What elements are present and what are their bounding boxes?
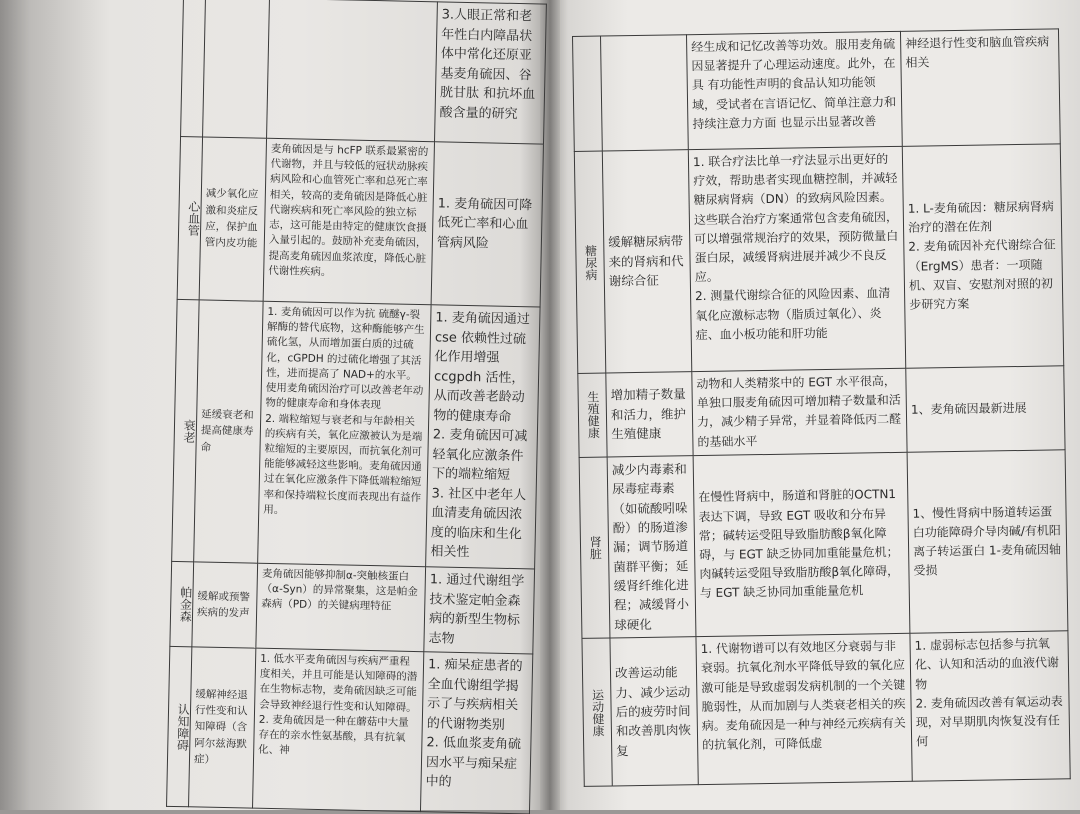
function-cell: 减少氧化应激和炎症反应，保护血管内皮功能 bbox=[199, 137, 266, 301]
mechanism-cell: 动物和人类精浆中的 EGT 水平很高，单独口服麦角硫因可增加精子数量和活力，减少精子异常，并显着降低丙二醛的基础水平 bbox=[692, 368, 907, 455]
system-label: 认知障碍 bbox=[175, 702, 191, 751]
table-row bbox=[574, 144, 1063, 374]
evidence-cell: 3.人眼正常和老年性白内障晶状体中常化还原亚基麦角硫因、谷胱甘肽 和抗坏血酸含量的研究 bbox=[435, 2, 547, 144]
system-cell bbox=[574, 151, 605, 373]
mechanism-cell bbox=[267, 0, 438, 142]
table-row bbox=[170, 561, 535, 654]
system-cell bbox=[578, 373, 607, 457]
system-cell bbox=[579, 457, 610, 639]
table-row bbox=[177, 136, 543, 307]
function-cell: 缓解或预警疾病的发声 bbox=[192, 562, 258, 648]
system-cell bbox=[170, 561, 194, 646]
mechanism-cell: 在慢性肾病中，肠道和肾脏的OCTN1表达下调，导致 EGT 吸收和分布异常；碱转运受阻导致脂肪酸β氧化障碍，与 EGT 缺乏协同加重能量危机；肉碱转运受阻导致脂肪酸β氧化障碍，与 EGT 缺乏协同加重能量危机 bbox=[693, 452, 910, 637]
mechanism-cell: 1. 低水平麦角硫因与疾病严重程度相关，并且可能是认知障碍的潜在生物标志物，麦角硫因缺乏可能会导致神经退行性变和认知障碍。 2. 麦角硫因是一种在蘑菇中大量存在的亲水性氨基酸，具有抗氧化、神 bbox=[253, 648, 424, 811]
function-cell: 延缓衰老和提高健康寿命 bbox=[194, 300, 263, 563]
system-label: 心血管 bbox=[186, 200, 201, 237]
system-cell bbox=[582, 638, 612, 786]
evidence-cell: 1. 麦角硫因通过 cse 依赖性过硫化作用增强 ccgpdh 活性，从而改善老龄动物的健康寿命 2. 麦角硫因可减轻氧化应激条件下的端粒缩短 3. 社区中老年人血清麦角硫因浓度的临床和生化相关性 bbox=[426, 305, 540, 569]
mechanism-cell: 1. 代谢物谱可以有效地区分衰弱与非衰弱。抗氧化剂水平降低导致的氧化应激可能是导致虚弱发病机制的一个关键脆弱性，从而加剧与人类衰老相关的疾病。麦角硫因是一种与神经元疾病有关的抗氧化剂，可降低虚 bbox=[696, 633, 912, 784]
function-cell: 缓解糖尿病带来的肾病和代谢综合征 bbox=[602, 150, 691, 373]
function-cell bbox=[203, 0, 270, 138]
evidence-cell: 1. 麦角硫因可降低死亡率和心血管病风险 bbox=[431, 142, 543, 307]
mechanism-cell: 1. 麦角硫因可以作为抗 硫醚γ-裂解酶的替代底物，这种酶能够产生硫化氢，从而增加蛋白质的过硫化，cGPDH 的过硫化增强了其活性，进而提高了 NAD+的水平。使用麦角硫因治疗可以改善老年动物的健康寿命和身体表现 2. 端粒缩短与衰老和与年龄相关的疾病有关，氧化应激被认为是端粒缩短的主要原因，而抗氧化剂可能能够减轻这些影响。麦角硫因通过在氧化应激条件下降低端粒缩短率和保持端粒长度而表现出有益作用。 bbox=[258, 301, 431, 566]
evidence-cell: 1、麦角硫因最新进展 bbox=[906, 366, 1065, 452]
table-row bbox=[578, 366, 1065, 457]
table-row bbox=[573, 29, 1061, 152]
system-cell bbox=[573, 36, 603, 151]
evidence-cell: 1. L-麦角硫因：糖尿病肾病治疗的潜在佐剂 2. 麦角硫因补充代谢综合征（ErgMS）患者：一项随机、双盲、安慰剂对照的初步研究方案 bbox=[902, 144, 1063, 368]
function-cell bbox=[601, 35, 689, 151]
evidence-cell: 1. 痴呆症患者的全血代谢组学揭示了与疾病相关的代谢物类别 2. 低血浆麦角硫因水平与痴呆症中的 bbox=[420, 652, 532, 814]
table-row bbox=[167, 646, 533, 814]
function-cell: 增加精子数量和活力，维护生殖健康 bbox=[606, 372, 693, 457]
table-row bbox=[172, 299, 540, 569]
system-label: 运动健康 bbox=[590, 688, 606, 737]
mechanism-cell: 麦角硫因能够抑制α-突触核蛋白（α-Syn）的异常聚集，这是帕金森病（PD）的关键病理特征 bbox=[256, 563, 426, 651]
system-label: 肾脏 bbox=[588, 535, 603, 560]
function-cell: 减少内毒素和尿毒症毒素（如硫酸吲哚酚）的肠道渗漏；调节肠道菌群平衡；延缓肾纤维化进程；减缓肾小球硬化 bbox=[607, 455, 696, 638]
system-label: 帕金森 bbox=[178, 586, 193, 623]
table-row bbox=[579, 450, 1068, 639]
evidence-cell: 1. 通过代谢组学技术鉴定帕金森病的新型生物标志物 bbox=[424, 567, 535, 654]
table-row bbox=[181, 0, 547, 144]
system-label: 生殖健康 bbox=[585, 390, 601, 440]
right-table bbox=[572, 28, 1071, 787]
system-cell bbox=[181, 0, 206, 137]
mechanism-cell: 经生成和记忆改善等功效。服用麦角硫因显著提升了心理运动速度。此外，在具 有功能性声明的食品认知功能领域，受试者在言语记忆、简单注意力和持续注意力方面 也显示出显著改善 bbox=[686, 31, 902, 149]
evidence-cell: 1. 虚弱标志包括参与抗氧化、认知和活动的血液代谢物 2. 麦角硫因改善有氧运动表现，对早期肌肉恢复没有任何 bbox=[910, 631, 1070, 781]
evidence-cell: 神经退行性变和脑血管疾病相关 bbox=[900, 29, 1060, 146]
mechanism-cell: 麦角硫因是与 hcFP 联系最紧密的代谢物，并且与较低的冠状动脉疾病风险和心血管死亡率和总死亡率相关，较高的麦角硫因是降低心脏代谢疾病和死亡率风险的独立标志，这可能是由特定的健康饮食摄入量引起的。鼓励补充麦角硫因，提高麦角硫因血浆浓度，降低心脏代谢性疾病。 bbox=[263, 138, 434, 304]
left-table bbox=[166, 0, 547, 814]
evidence-cell: 1、慢性肾病中肠道转运蛋白功能障碍介导肉碱/有机阳离子转运蛋白 1-麦角硫因轴受损 bbox=[907, 450, 1068, 634]
system-label: 糖尿病 bbox=[583, 244, 599, 281]
mechanism-cell: 1. 联合疗法比单一疗法显示出更好的疗效，帮助患者实现血糖控制，并减轻糖尿病肾病（DN）的致病风险因素。这些联合治疗方案通常包含麦角硫因，可以增强常规治疗的效果，预防微量白蛋白尿，减缓肾病进展并减少不良反应。 2. 测量代谢综合征的风险因素、血清氧化应激标志物（脂质过氧化）、炎症、血小板功能和肝功能 bbox=[688, 146, 905, 371]
system-label: 衰老 bbox=[181, 418, 197, 443]
table-row bbox=[582, 631, 1070, 787]
function-cell: 改善运动能力、减少运动后的疲劳时间和改善肌肉恢复 bbox=[610, 637, 698, 786]
function-cell: 缓解神经退行性变和认知障碍（含阿尔兹海默症） bbox=[189, 647, 256, 808]
